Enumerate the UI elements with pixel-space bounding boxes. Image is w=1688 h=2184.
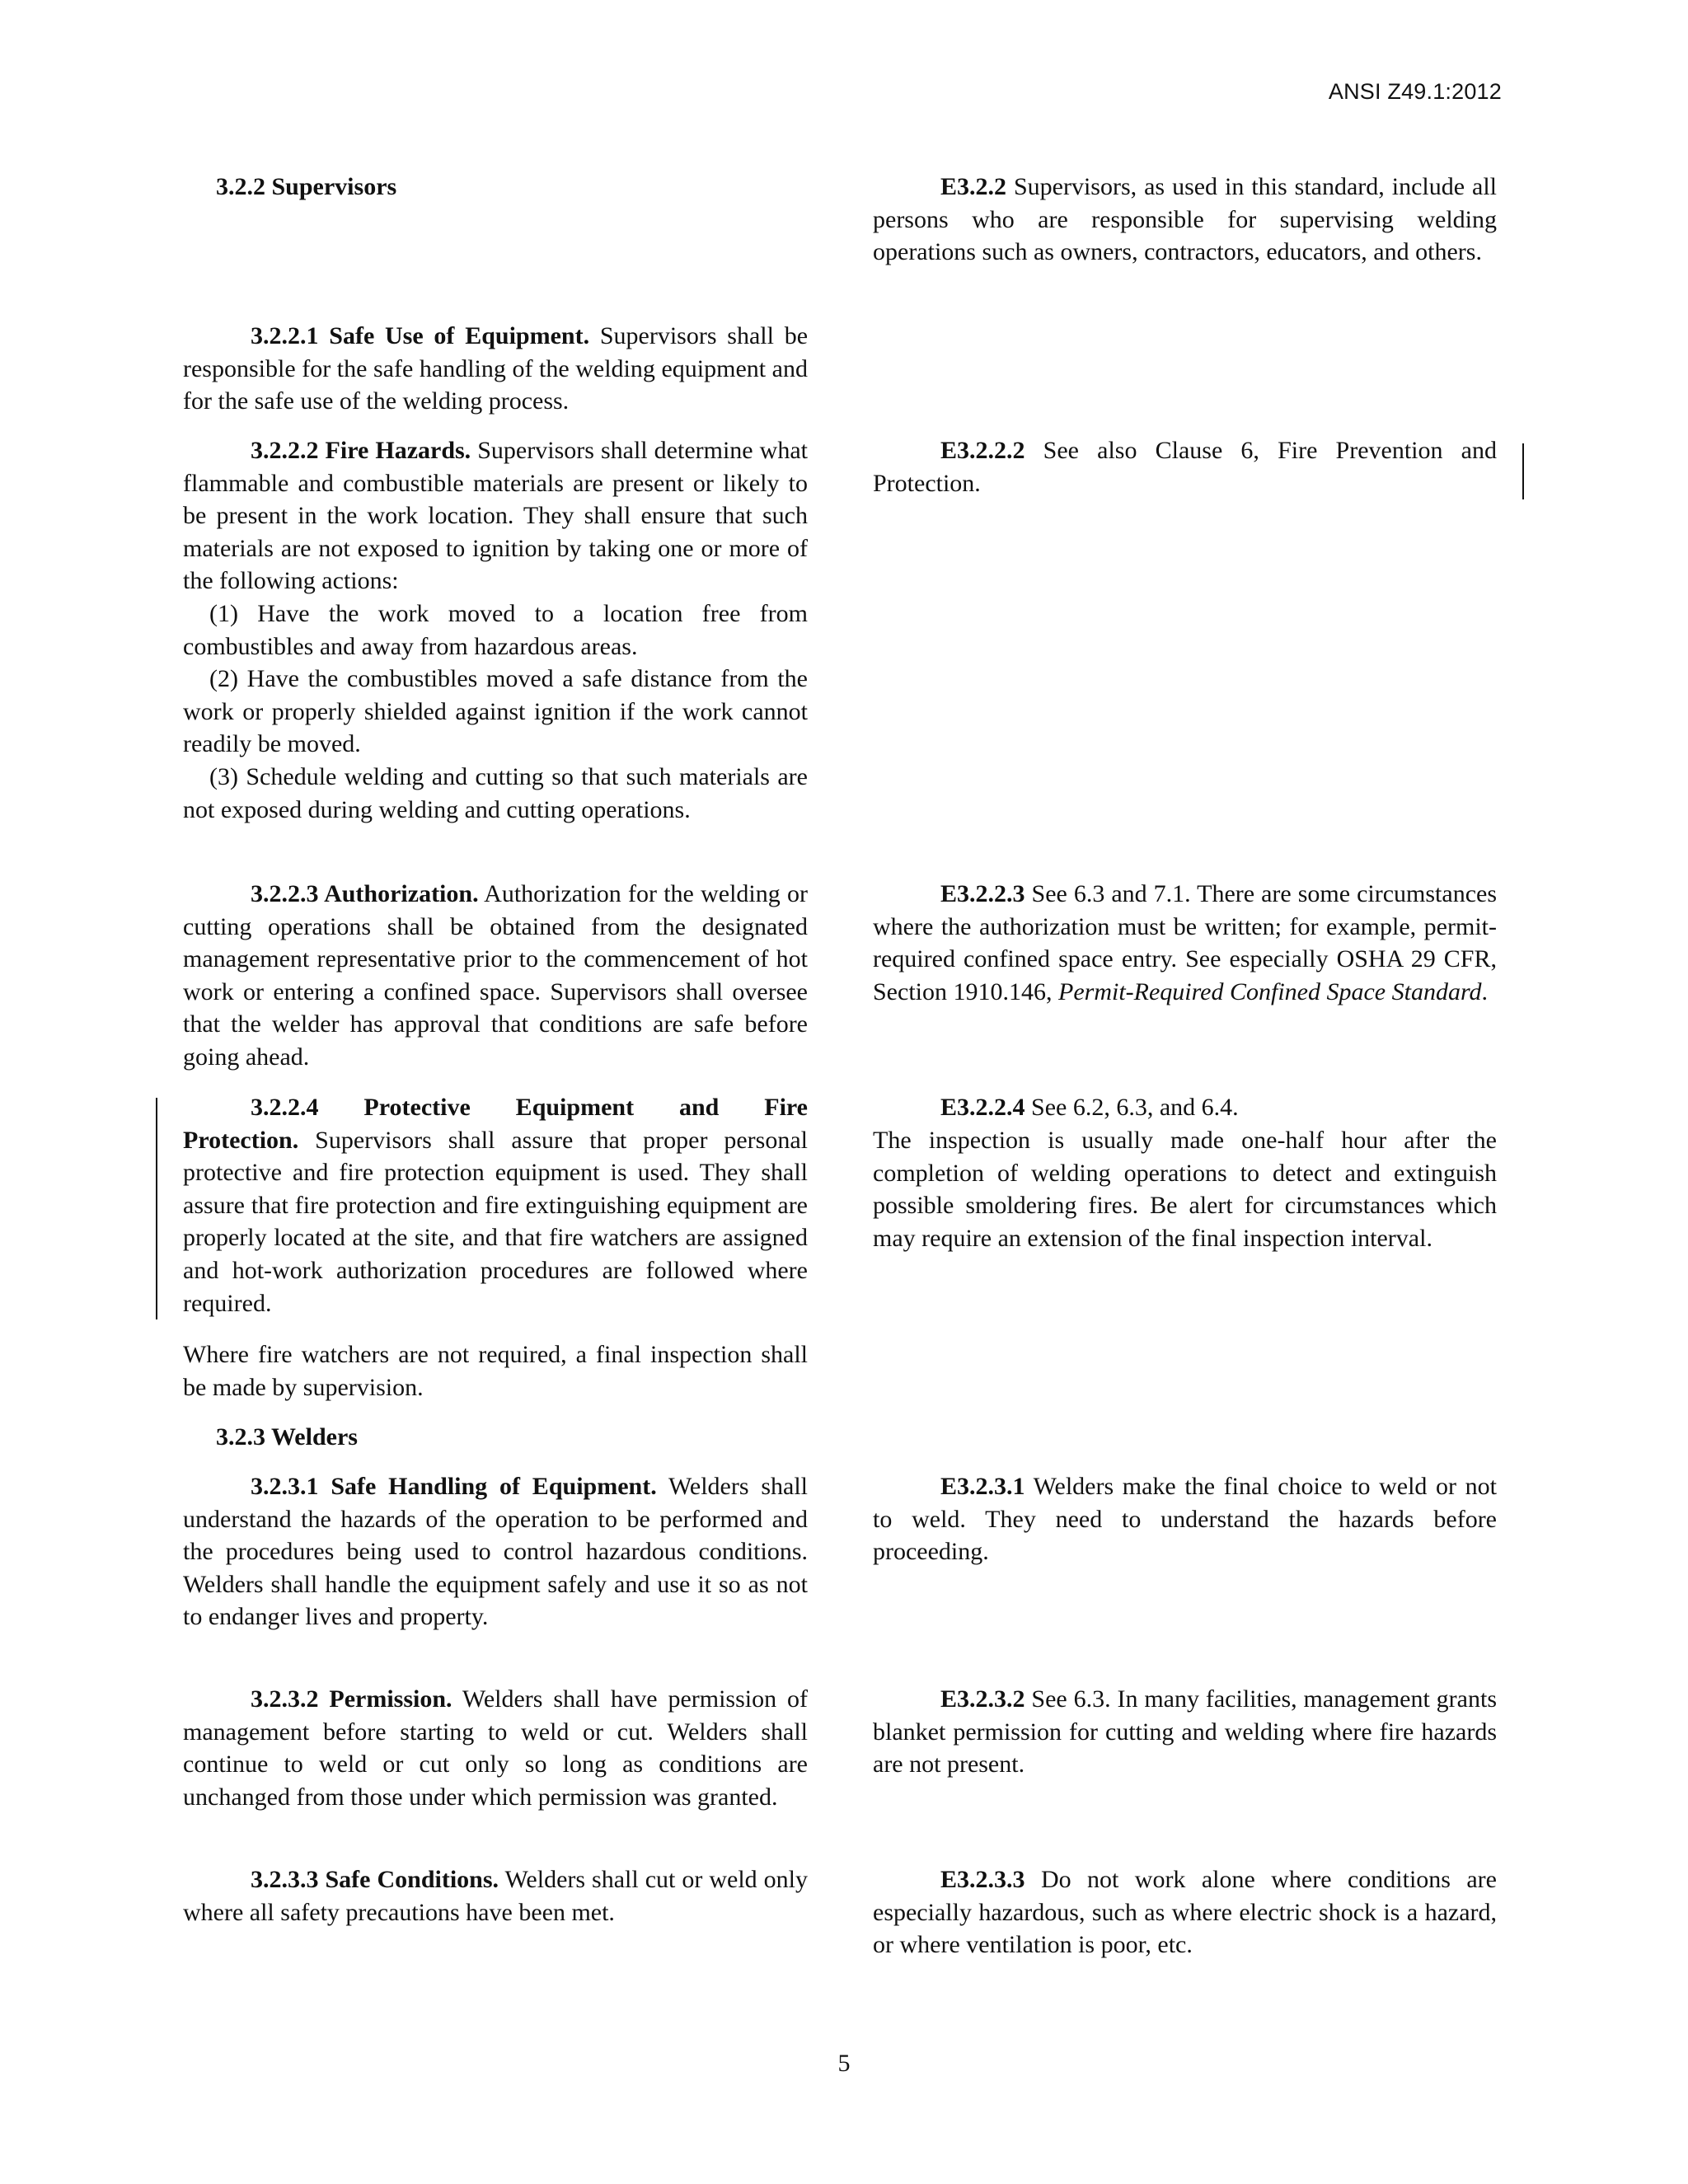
clause-3-2-2-3 [183, 878, 808, 1074]
clause-3-2-3-3 [183, 1863, 808, 1929]
explanation-text: See 6.3 and 7.1. There are some circumstances where the authorization must be written; for example, permit-required confined space entry. See especially OSHA 29 CFR, Section 1910.146, [873, 880, 1497, 1005]
clause-3-2-3-2 [183, 1683, 808, 1813]
explanation-e3-2-2-3 [873, 878, 1497, 1008]
clause-text: Authorization for the welding or cutting operations shall be obtained from the designated management representative prior to the commencement of hot work or entering a confined space. Supervisors shall oversee that the welder has approval that conditions are safe before going ahead. [183, 880, 808, 1071]
clause-number: 3.2.3.1 Safe Handling of Equipment. [251, 1473, 657, 1500]
explanation-number: E3.2.2.4 [940, 1094, 1025, 1121]
explanation-text-end: . [1481, 977, 1489, 1005]
clause-number: 3.2.2.2 Fire Hazards. [251, 437, 471, 464]
clause-3-2-3-1 [183, 1470, 808, 1633]
clause-3-2-2-4 [183, 1091, 808, 1319]
clause-number: 3.2.2.1 Safe Use of Equipment. [251, 322, 590, 349]
explanation-number: E3.2.3.3 [940, 1866, 1025, 1893]
clause-text: Supervisors shall be responsible for the safe handling of the welding equipment and for the safe use of the welding process. [183, 322, 809, 415]
clause-3-2-2-2 [183, 434, 808, 598]
clause-note: Where fire watchers are not required, a final inspection shall be made by supervision. [183, 1341, 808, 1401]
explanation-number: E3.2.2.3 [940, 880, 1025, 907]
clause-number: 3.2.3.2 Permission. [251, 1685, 452, 1713]
section-heading-3-2-2: 3.2.2 Supervisors [216, 173, 397, 200]
explanation-number: E3.2.3.1 [940, 1473, 1025, 1500]
page-number: 5 [837, 2050, 851, 2077]
explanation-text: See also Clause 6, Fire Prevention and Protection. [873, 437, 1497, 497]
list-item: (3) Schedule welding and cutting so that such materials are not exposed during welding and cutting operations. [183, 763, 808, 823]
explanation-text: See 6.3. In many facilities, management grants blanket permission for cutting and welding where fire hazards are not present. [873, 1685, 1497, 1779]
explanation-paragraph: The inspection is usually made one-half hour after the completion of welding operations to detect and extinguish possible smoldering fires. Be alert for circumstances which may require an extension of the final inspection interval. [873, 1127, 1497, 1252]
document-id: ANSI Z49.1:2012 [1328, 79, 1502, 104]
cited-standard-title: Permit-Required Confined Space Standard [1058, 977, 1482, 1005]
explanation-number: E3.2.3.2 [940, 1685, 1025, 1713]
clause-text: Welders shall have permission of management before starting to weld or cut. Welders shall continue to weld or cut only so long as conditions are unchanged from those under which permission was granted. [183, 1685, 808, 1811]
clause-number: 3.2.2.3 Authorization. [251, 880, 479, 907]
explanation-e3-2-3-2 [873, 1683, 1497, 1781]
explanation-e3-2-3-3 [873, 1863, 1497, 1961]
clause-text: Welders shall cut or weld only where all safety precautions have been met. [183, 1866, 808, 1926]
explanation-text: Do not work alone where conditions are especially hazardous, such as where electric shock is a hazard, or where ventilation is poor, etc. [873, 1866, 1497, 1959]
list-item: (2) Have the combustibles moved a safe distance from the work or properly shielded against ignition if the work cannot readily be moved. [183, 665, 808, 758]
change-bar [156, 1098, 157, 1319]
change-bar [1522, 443, 1524, 499]
explanation-e3-2-2-4 [873, 1091, 1497, 1124]
explanation-e3-2-2-2 [873, 434, 1497, 499]
explanation-number: E3.2.2 [940, 173, 1007, 200]
explanation-text: Welders make the final choice to weld or not to weld. They need to understand the hazards before proceeding. [873, 1473, 1497, 1566]
clause-text: Welders shall understand the hazards of the operation to be performed and the procedures being used to control hazardous conditions. Welders shall handle the equipment safely and use it so as not to endanger lives and property. [183, 1473, 809, 1631]
clause-3-2-2-1 [183, 320, 808, 418]
list-item: (1) Have the work moved to a location free from combustibles and away from hazardous areas. [183, 600, 808, 660]
explanation-number: E3.2.2.2 [940, 437, 1025, 464]
explanation-text: See 6.2, 6.3, and 6.4. [1025, 1094, 1239, 1121]
explanation-text: Supervisors, as used in this standard, include all persons who are responsible for supervising welding operations such as owners, contractors, educators, and others. [873, 173, 1497, 266]
clause-text: Supervisors shall determine what flammable and combustible materials are present or likely to be present in the work location. They shall ensure that such materials are not exposed to ignition by taking one or more of the following actions: [183, 437, 808, 595]
clause-number: 3.2.2.4 Protective Equipment and Fire [251, 1094, 808, 1121]
clause-number: 3.2.3.3 Safe Conditions. [251, 1866, 499, 1893]
explanation-e3-2-3-1 [873, 1470, 1497, 1568]
section-heading-3-2-3: 3.2.3 Welders [216, 1423, 358, 1451]
clause-number-cont: Protection. [183, 1126, 299, 1154]
clause-text: Supervisors shall assure that proper personal protective and fire protection equipment is used. They shall assure that fire protection and fire extinguishing equipment are properly located at the site, and that fire watchers are assigned and hot-work authorization procedures are followed where required. [183, 1126, 808, 1317]
explanation-e3-2-2 [873, 171, 1497, 269]
